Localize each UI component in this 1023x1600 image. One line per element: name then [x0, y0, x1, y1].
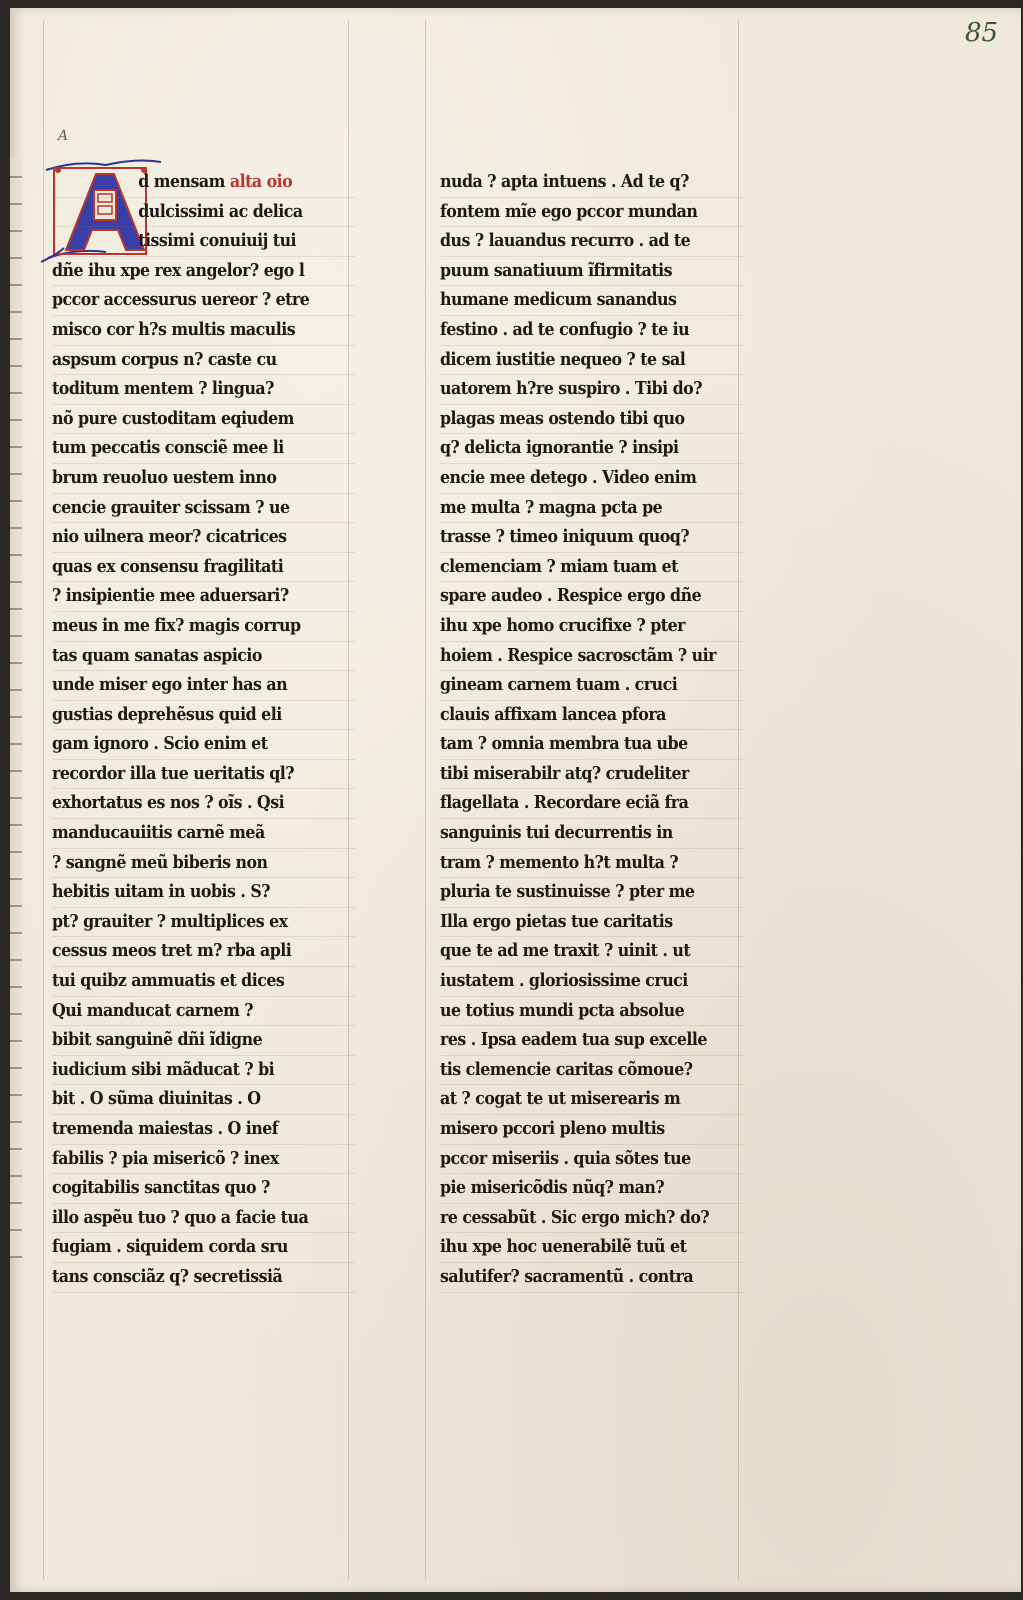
line-text: re cessabũt . Sic ergo mich? do?: [440, 1206, 710, 1228]
text-line: [52, 198, 356, 228]
text-line: [52, 701, 356, 731]
text-line: [440, 730, 744, 760]
line-text: cogitabilis sanctitas quo ?: [52, 1177, 270, 1199]
text-line: [52, 642, 356, 672]
line-text: exhortatus es nos ? oĩs . Qsi: [52, 792, 285, 814]
text-line: [440, 1056, 744, 1086]
text-line: [52, 1263, 356, 1293]
line-text: sanguinis tui decurrentis in: [440, 822, 673, 844]
line-text: dicem iustitie nequeo ? te sal: [440, 348, 686, 370]
text-line: [440, 168, 744, 198]
text-line: [52, 730, 356, 760]
line-text: fabilis ? pia misericõ ? inex: [52, 1147, 279, 1169]
line-text: ? sangnẽ meũ biberis non: [52, 851, 268, 873]
text-line: [440, 937, 744, 967]
line-text: encie mee detego . Video enim: [440, 466, 697, 488]
line-text: d mensam: [138, 171, 230, 192]
text-line: [52, 997, 356, 1027]
line-text: que te ad me traxit ? uinit . ut: [440, 940, 691, 962]
text-line: [440, 464, 744, 494]
line-text: gineam carnem tuam . cruci: [440, 674, 678, 696]
text-column-right: [440, 168, 785, 1293]
line-text: cencie grauiter scissam ? ue: [52, 496, 290, 518]
text-line: [52, 227, 356, 257]
line-text: quas ex consensu fragilitati: [52, 555, 284, 577]
text-line: [440, 642, 744, 672]
line-text: bit . O sũma diuinitas . O: [52, 1088, 261, 1110]
line-text: Illa ergo pietas tue caritatis: [440, 910, 673, 932]
line-text: ue totius mundi pcta absolue: [440, 999, 685, 1021]
text-line: [52, 316, 356, 346]
binding-gutter: [10, 158, 22, 1258]
line-text: ihu xpe homo crucifixe ? pter: [440, 614, 685, 636]
text-line: [440, 375, 744, 405]
line-text: tam ? omnia membra tua ube: [440, 733, 688, 755]
line-text: tui quibz ammuatis et dices: [52, 970, 285, 992]
text-line: [52, 434, 356, 464]
line-text: ? insipientie mee aduersari?: [52, 585, 289, 607]
text-line: [440, 227, 744, 257]
text-line: [52, 1174, 356, 1204]
line-text: festino . ad te confugio ? te iu: [440, 318, 690, 340]
text-line: [52, 671, 356, 701]
text-line: [440, 701, 744, 731]
line-text: flagellata . Recordare eciã fra: [440, 792, 689, 814]
line-text: manducauiitis carnẽ meã: [52, 822, 265, 844]
line-text: nio uilnera meor? cicatrices: [52, 526, 287, 548]
line-text: tram ? memento h?t multa ?: [440, 851, 679, 873]
text-line: [52, 1085, 356, 1115]
text-line: [440, 671, 744, 701]
line-text: tissimi conuiuij tui: [138, 230, 297, 252]
text-line: [52, 494, 356, 524]
text-line: [440, 1263, 744, 1293]
text-line: [440, 494, 744, 524]
line-text: iustatem . gloriosissime cruci: [440, 970, 688, 992]
text-line: [52, 523, 356, 553]
line-text: hoiem . Respice sacrosctãm ? uir: [440, 644, 716, 666]
line-text: cessus meos tret m? rba apli: [52, 940, 292, 962]
line-text: fugiam . siquidem corda sru: [52, 1236, 288, 1258]
text-line: [52, 1026, 356, 1056]
text-line: [52, 346, 356, 376]
line-text: pt? grauiter ? multiplices ex: [52, 910, 288, 932]
text-line: [440, 1174, 744, 1204]
text-line: [52, 819, 356, 849]
line-text: tum peccatis consciẽ mee li: [52, 437, 284, 459]
text-line: [52, 937, 356, 967]
text-line: [440, 1026, 744, 1056]
line-text: spare audeo . Respice ergo dñe: [440, 585, 702, 607]
line-text: misco cor h?s multis maculis: [52, 318, 296, 340]
text-line: [52, 789, 356, 819]
text-line: [52, 168, 356, 198]
line-text: clemenciam ? miam tuam et: [440, 555, 678, 577]
line-text: puum sanatiuum ĩfirmitatis: [440, 259, 673, 281]
text-line: [440, 1145, 744, 1175]
text-line: [440, 286, 744, 316]
text-line: [52, 464, 356, 494]
text-line: [440, 346, 744, 376]
text-line: [440, 316, 744, 346]
text-line: [440, 1204, 744, 1234]
line-text: bibit sanguinẽ dñi ĩdigne: [52, 1029, 263, 1051]
line-text: dulcissimi ac delica: [138, 200, 303, 222]
line-text: fontem mĩe ego pccor mundan: [440, 200, 698, 222]
line-text: meus in me fix? magis corrup: [52, 614, 301, 636]
line-text: dñe ihu xpe rex angelor? ego l: [52, 259, 305, 281]
text-line: [52, 257, 356, 287]
text-line: [440, 198, 744, 228]
line-text: uatorem h?re suspiro . Tibi do?: [440, 378, 702, 400]
line-text: misero pccori pleno multis: [440, 1118, 665, 1139]
line-text: gustias deprehẽsus quid eli: [52, 703, 282, 725]
text-line: [440, 1233, 744, 1263]
line-text: nuda ? apta intuens . Ad te q?: [440, 171, 689, 192]
line-text: pluria te sustinuisse ? pter me: [440, 881, 695, 903]
text-line: [52, 1233, 356, 1263]
text-line: [440, 1085, 744, 1115]
line-text: dus ? lauandus recurro . ad te: [440, 230, 691, 252]
line-text: nõ pure custoditam eqiudem: [52, 407, 294, 429]
line-text: plagas meas ostendo tibi quo: [440, 407, 685, 429]
line-text: gam ignoro . Scio enim et: [52, 733, 268, 755]
line-text: iudicium sibi mãducat ? bi: [52, 1058, 275, 1080]
text-line: [52, 1145, 356, 1175]
line-text: tans consciãz q? secretissiã: [52, 1265, 283, 1287]
line-text: humane medicum sanandus: [440, 289, 677, 311]
text-line: [52, 878, 356, 908]
text-line: [440, 434, 744, 464]
line-text: tremenda maiestas . O inef: [52, 1118, 279, 1139]
text-line: [440, 582, 744, 612]
line-text: q? delicta ignorantie ? insipi: [440, 437, 679, 459]
line-text: recordor illa tue ueritatis ql?: [52, 762, 295, 784]
line-text: res . Ipsa eadem tua sup excelle: [440, 1029, 707, 1051]
text-line: [52, 1056, 356, 1086]
text-line: [440, 405, 744, 435]
text-column-left: [52, 168, 397, 1293]
line-text: pccor accessurus uereor ? etre: [52, 289, 310, 311]
text-line: [440, 789, 744, 819]
text-line: [52, 967, 356, 997]
guide-letter: A: [58, 128, 69, 144]
line-text: tas quam sanatas aspicio: [52, 644, 262, 666]
line-text: pccor miseriis . quia sõtes tue: [440, 1147, 691, 1169]
line-text: illo aspẽu tuo ? quo a facie tua: [52, 1206, 309, 1228]
text-line: [52, 405, 356, 435]
text-line: [52, 1115, 356, 1145]
text-line: [440, 967, 744, 997]
text-line: [52, 553, 356, 583]
text-line: [440, 908, 744, 938]
rubric-text: alta oio: [229, 171, 293, 192]
line-text: clauis affixam lancea pfora: [440, 703, 666, 725]
line-text: tis clemencie caritas cõmoue?: [440, 1058, 693, 1080]
line-text: brum reuoluo uestem inno: [52, 466, 277, 488]
text-line: [440, 760, 744, 790]
text-line: [52, 375, 356, 405]
ruling-line: [425, 20, 426, 1580]
text-line: [440, 612, 744, 642]
text-line: [52, 612, 356, 642]
line-text: unde miser ego inter has an: [52, 674, 288, 696]
line-text: aspsum corpus n? caste cu: [52, 348, 277, 370]
text-line: [440, 997, 744, 1027]
line-text: ihu xpe hoc uenerabilẽ tuũ et: [440, 1236, 687, 1258]
text-line: [52, 286, 356, 316]
line-text: pie misericõdis nũq? man?: [440, 1177, 665, 1199]
line-text: toditum mentem ? lingua?: [52, 378, 274, 400]
text-line: [440, 849, 744, 879]
text-line: [52, 760, 356, 790]
text-line: [440, 878, 744, 908]
line-text: me multa ? magna pcta pe: [440, 496, 663, 518]
line-text: trasse ? timeo iniquum quoq?: [440, 526, 690, 548]
line-text: tibi miserabilr atq? crudeliter: [440, 762, 689, 784]
text-line: [52, 582, 356, 612]
text-line: [440, 819, 744, 849]
line-text: hebitis uitam in uobis . S?: [52, 881, 270, 903]
text-line: [440, 257, 744, 287]
folio-number: 85: [965, 18, 999, 48]
line-text: at ? cogat te ut miserearis m: [440, 1088, 681, 1110]
text-line: [52, 1204, 356, 1234]
line-text: Qui manducat carnem ?: [52, 999, 254, 1021]
line-text: salutifer? sacramentũ . contra: [440, 1265, 694, 1287]
text-line: [440, 1115, 744, 1145]
text-line: [440, 553, 744, 583]
text-line: [52, 849, 356, 879]
text-line: [440, 523, 744, 553]
text-line: [52, 908, 356, 938]
